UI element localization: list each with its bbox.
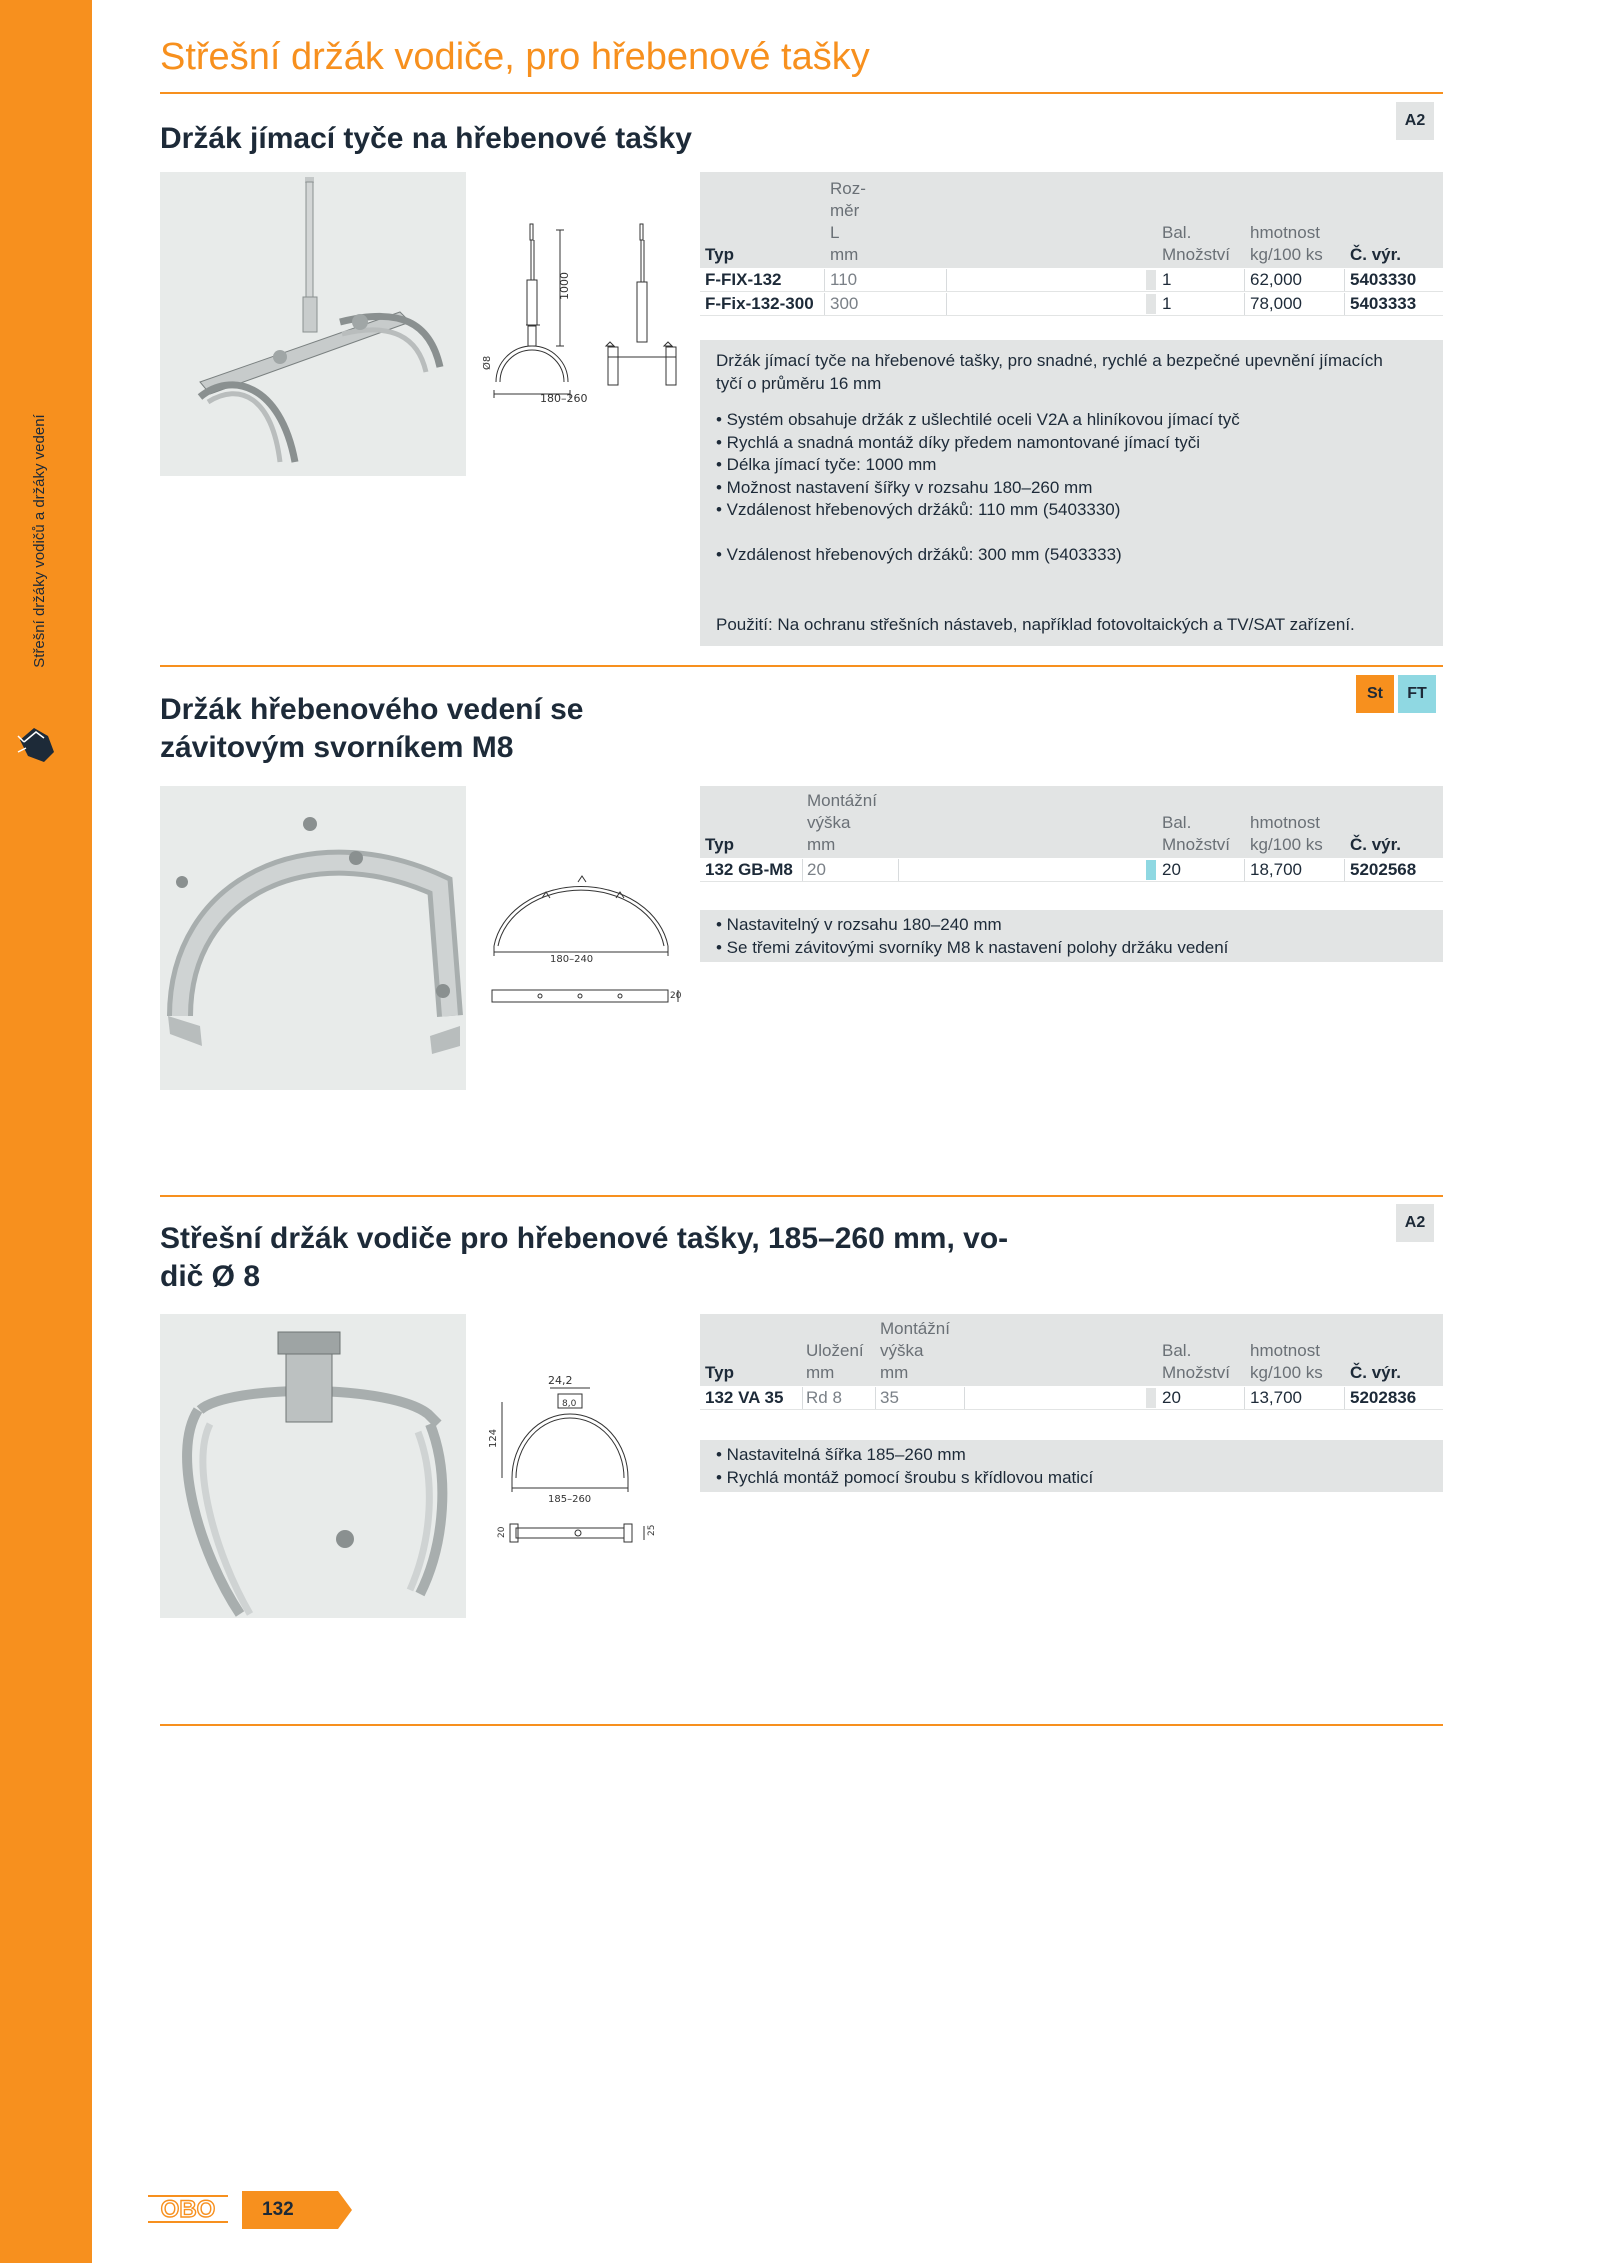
table-header: Typ Roz- měr L mm Bal. Množství hmotnost kg/100 ks Č. výr. xyxy=(700,172,1443,268)
section-2-title: Držák hřebenového vedení se závitovým svorníkem M8 xyxy=(160,693,584,764)
product-table-3 xyxy=(700,1314,1443,1410)
col-dim: mm xyxy=(807,835,836,854)
badge-a2: A2 xyxy=(1396,1204,1434,1242)
col-art: Č. výr. xyxy=(1350,245,1402,264)
col-dim: mm xyxy=(880,1363,909,1382)
badge-a2: A2 xyxy=(1396,102,1434,140)
section-rule xyxy=(160,1195,1443,1197)
dim-width-label: 180–240 xyxy=(550,954,594,965)
col-typ: Typ xyxy=(705,1363,734,1382)
badge-st: St xyxy=(1356,675,1394,713)
col-typ: Typ xyxy=(705,835,734,854)
product-table-2 xyxy=(700,786,1443,882)
lightning-rod-icon xyxy=(14,722,58,766)
table-header: Typ Montážní výška mm Bal. Množství hmotnost kg/100 ks Č. výr. xyxy=(700,786,1443,858)
dim-width-label: 180–260 xyxy=(540,392,588,405)
section-rule xyxy=(160,665,1443,667)
title-rule xyxy=(160,92,1443,94)
col-qty: Množství xyxy=(1162,835,1231,854)
col-weight: kg/100 ks xyxy=(1250,1363,1323,1382)
col-qty: Množství xyxy=(1162,245,1231,264)
product-photo-rod-holder xyxy=(160,172,466,476)
col-typ: Typ xyxy=(705,245,734,264)
page-title: Střešní držák vodiče, pro hřebenové tašky xyxy=(160,36,870,78)
technical-drawing-ridge-holder xyxy=(482,862,682,1022)
table-row: 132 VA 35 Rd 8 35 20 13,700 5202836 xyxy=(700,1386,1443,1410)
technical-drawing-rod-holder xyxy=(482,222,692,432)
description-panel-1: Držák jímací tyče na hřebenové tašky, pro snadné, rychlé a bezpečné upevnění jímacích tyčí o průměru 16 mm • Systém obsahuje držák z ušlechtilé oceli V2A a hliníkovou jímací tyč • Rychlá a snadná montáž díky předem namontované jímací tyči • Délka jímací tyče: 1000 mm • Možnost nastavení šířky v rozsahu 180–260 mm • Vzdálenost hřebenových držáků: 110 mm (5403330) • Vzdálenost hřebenových držáků: 300 mm (5403333) Použití: Na ochranu střešních nástaveb, například fotovoltaických a TV/SAT zařízení. xyxy=(700,340,1443,646)
dim-height-label: 1000 xyxy=(558,272,571,300)
page-number: 132 xyxy=(262,2199,294,2220)
dim-height-label: 124 xyxy=(488,1428,499,1448)
product-photo-conductor-holder xyxy=(160,1314,466,1618)
usage-text: Použití: Na ochranu střešních nástaveb, například fotovoltaických a TV/SAT zařízení. xyxy=(716,615,1355,634)
dim-small-label: Ø8 xyxy=(482,355,493,370)
svg-text:OBO: OBO xyxy=(160,2196,216,2223)
col-dim: mm xyxy=(830,245,859,264)
section-3-title: Střešní držák vodiče pro hřebenové tašky, 185–260 mm, vo- dič Ø 8 xyxy=(160,1222,1009,1293)
dim-width-label: 185–260 xyxy=(548,1494,592,1505)
col-weight: kg/100 ks xyxy=(1250,245,1323,264)
dim-small-label: 20 xyxy=(497,1526,507,1538)
dim-side-label: 25 xyxy=(647,1524,657,1536)
description-panel-2: • Nastavitelný v rozsahu 180–240 mm • Se třemi závitovými svorníky M8 k nastavení polohy držáku vedení xyxy=(700,910,1443,962)
obo-logo xyxy=(148,2194,228,2224)
badge-ft: FT xyxy=(1398,675,1436,713)
technical-drawing-conductor-holder xyxy=(482,1366,682,1556)
product-table-1 xyxy=(700,172,1443,316)
table-row: 132 GB-M8 20 20 18,700 5202568 xyxy=(700,858,1443,882)
page-number-tab xyxy=(242,2191,352,2229)
sidebar-label: Střešní držáky vodičů a držáky vedení xyxy=(31,414,48,668)
table-row: F-FIX-132 110 1 62,000 5403330 xyxy=(700,268,1443,292)
col-uloz: mm xyxy=(806,1363,835,1382)
description-panel-3: • Nastavitelná šířka 185–260 mm • Rychlá montáž pomocí šroubu s křídlovou maticí xyxy=(700,1440,1443,1492)
dim-top-label: 24,2 xyxy=(548,1374,573,1387)
table-header: Typ Uložení mm Montážní výška mm Bal. Množství hmotnost kg/100 ks Č. výr. xyxy=(700,1314,1443,1386)
section-rule xyxy=(160,1724,1443,1726)
col-weight: kg/100 ks xyxy=(1250,835,1323,854)
dim-small-label: 20 xyxy=(670,991,682,1001)
section-1-title: Držák jímací tyče na hřebenové tašky xyxy=(160,122,692,155)
col-qty: Množství xyxy=(1162,1363,1231,1382)
dim-inner-label: 8,0 xyxy=(562,1399,577,1409)
table-row: F-Fix-132-300 300 1 78,000 5403333 xyxy=(700,292,1443,316)
col-art: Č. výr. xyxy=(1350,835,1402,854)
product-photo-ridge-holder xyxy=(160,786,466,1090)
col-art: Č. výr. xyxy=(1350,1363,1402,1382)
